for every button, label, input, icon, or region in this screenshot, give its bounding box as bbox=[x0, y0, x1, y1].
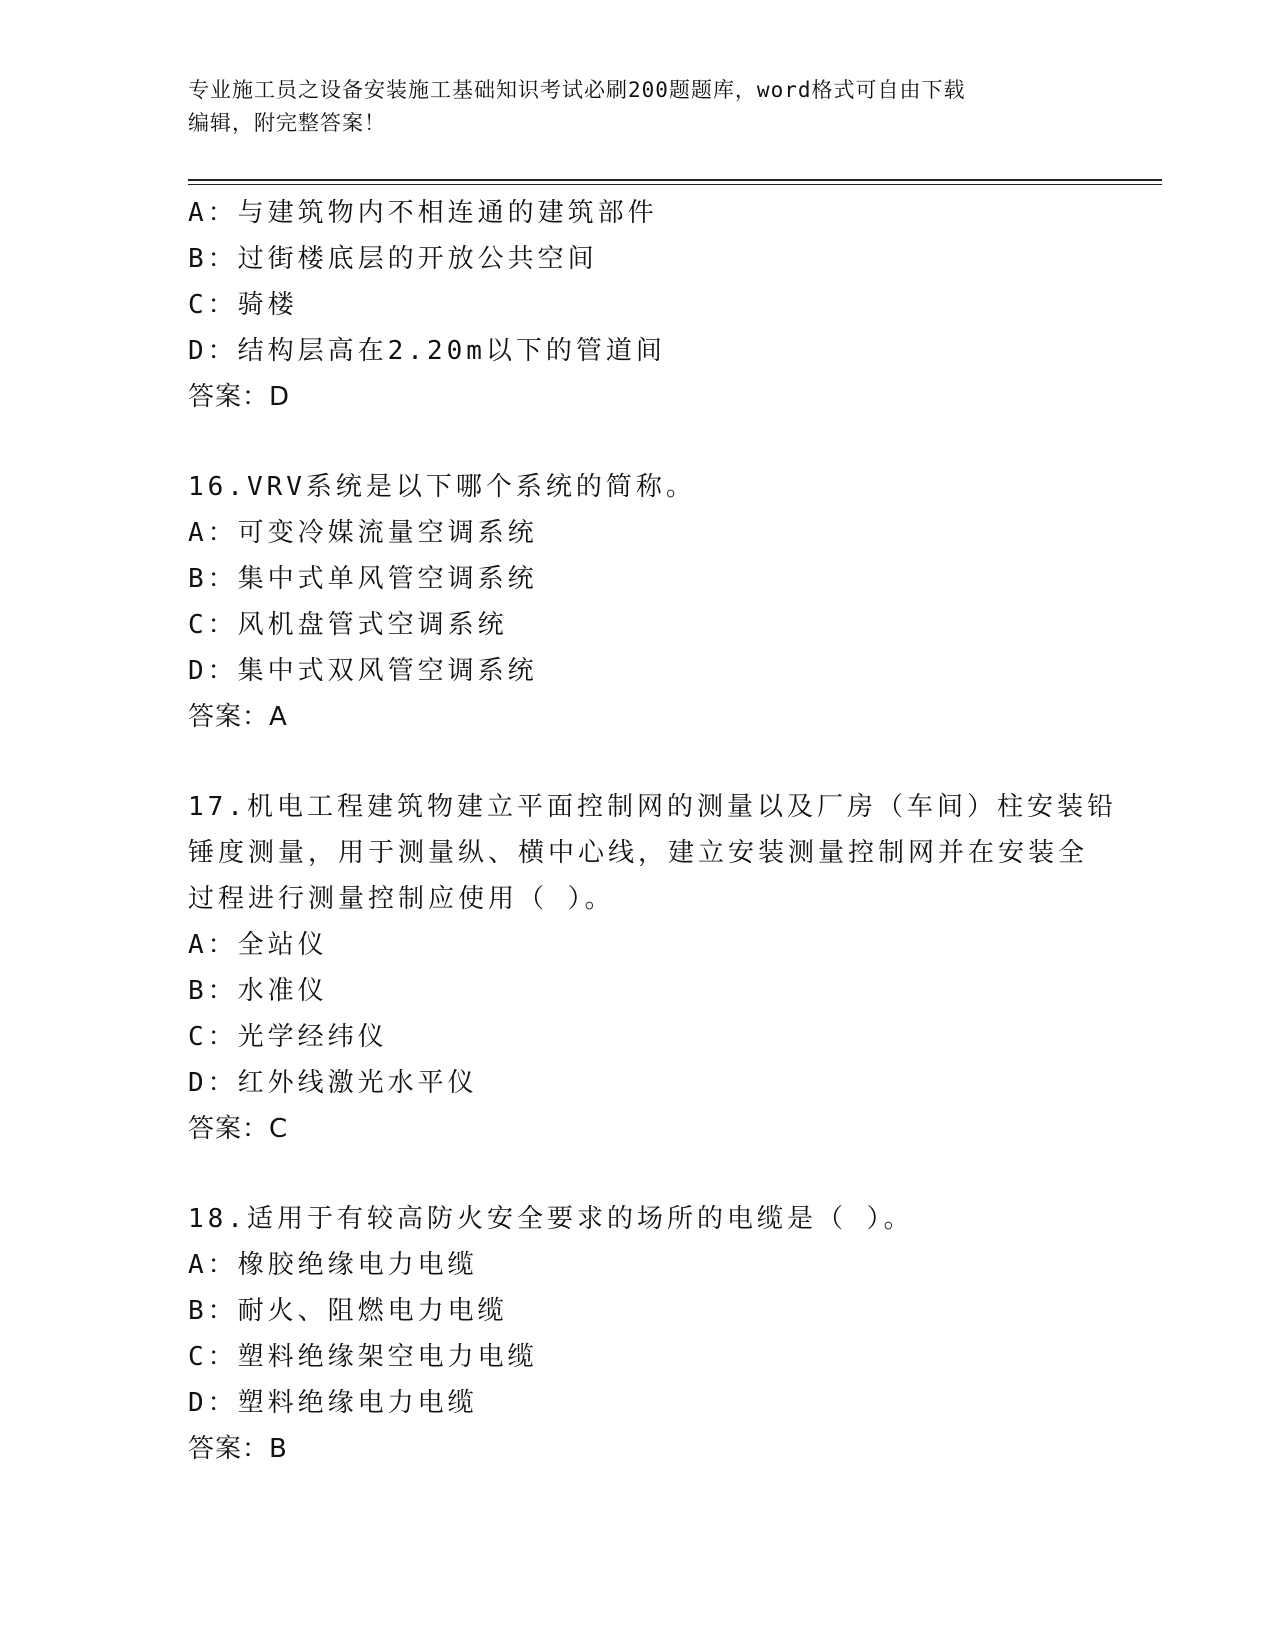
option-a: A：可变冷媒流量空调系统 bbox=[188, 518, 538, 548]
question-15-block bbox=[188, 190, 1088, 420]
answer-line: 答案：A bbox=[188, 702, 288, 732]
option-d: D：集中式双风管空调系统 bbox=[188, 656, 538, 686]
answer-line: 答案：C bbox=[188, 1114, 289, 1144]
option-a: A：与建筑物内不相连通的建筑部件 bbox=[188, 198, 658, 228]
option-b: B：过街楼底层的开放公共空间 bbox=[188, 244, 598, 274]
page-header bbox=[188, 74, 1088, 140]
question-17-block bbox=[188, 784, 1117, 1152]
header-divider-thin bbox=[188, 184, 1162, 185]
question-stem: 16.VRV系统是以下哪个系统的简称。 bbox=[188, 472, 696, 502]
option-d: D：结构层高在2.20m以下的管道间 bbox=[188, 336, 666, 366]
question-stem: 18.适用于有较高防火安全要求的场所的电缆是（ ）。 bbox=[188, 1204, 914, 1234]
answer-line: 答案：B bbox=[188, 1434, 288, 1464]
option-b: B：水准仪 bbox=[188, 976, 328, 1006]
option-c: C：风机盘管式空调系统 bbox=[188, 610, 508, 640]
option-b: B：集中式单风管空调系统 bbox=[188, 564, 538, 594]
header-line-2: 编辑，附完整答案！ bbox=[188, 111, 386, 135]
question-stem-line-2: 锤度测量，用于测量纵、横中心线，建立安装测量控制网并在安装全 bbox=[188, 838, 1089, 868]
question-16-block bbox=[188, 464, 1088, 740]
header-divider-thick bbox=[188, 179, 1162, 181]
option-c: C：骑楼 bbox=[188, 290, 298, 320]
option-a: A：橡胶绝缘电力电缆 bbox=[188, 1250, 478, 1280]
option-d: D：红外线激光水平仪 bbox=[188, 1068, 478, 1098]
option-c: C：光学经纬仪 bbox=[188, 1022, 388, 1052]
header-line-1: 专业施工员之设备安装施工基础知识考试必刷200题题库，word格式可自由下载 bbox=[188, 78, 966, 102]
option-b: B：耐火、阻燃电力电缆 bbox=[188, 1296, 508, 1326]
question-stem-line-1: 17.机电工程建筑物建立平面控制网的测量以及厂房（车间）柱安装铅 bbox=[188, 792, 1117, 822]
option-c: C：塑料绝缘架空电力电缆 bbox=[188, 1342, 538, 1372]
question-stem-line-3: 过程进行测量控制应使用（ ）。 bbox=[188, 884, 615, 914]
option-a: A：全站仪 bbox=[188, 930, 328, 960]
option-d: D：塑料绝缘电力电缆 bbox=[188, 1388, 478, 1418]
document-body bbox=[188, 190, 1117, 1472]
answer-line: 答案：D bbox=[188, 382, 291, 412]
question-18-block bbox=[188, 1196, 1088, 1472]
